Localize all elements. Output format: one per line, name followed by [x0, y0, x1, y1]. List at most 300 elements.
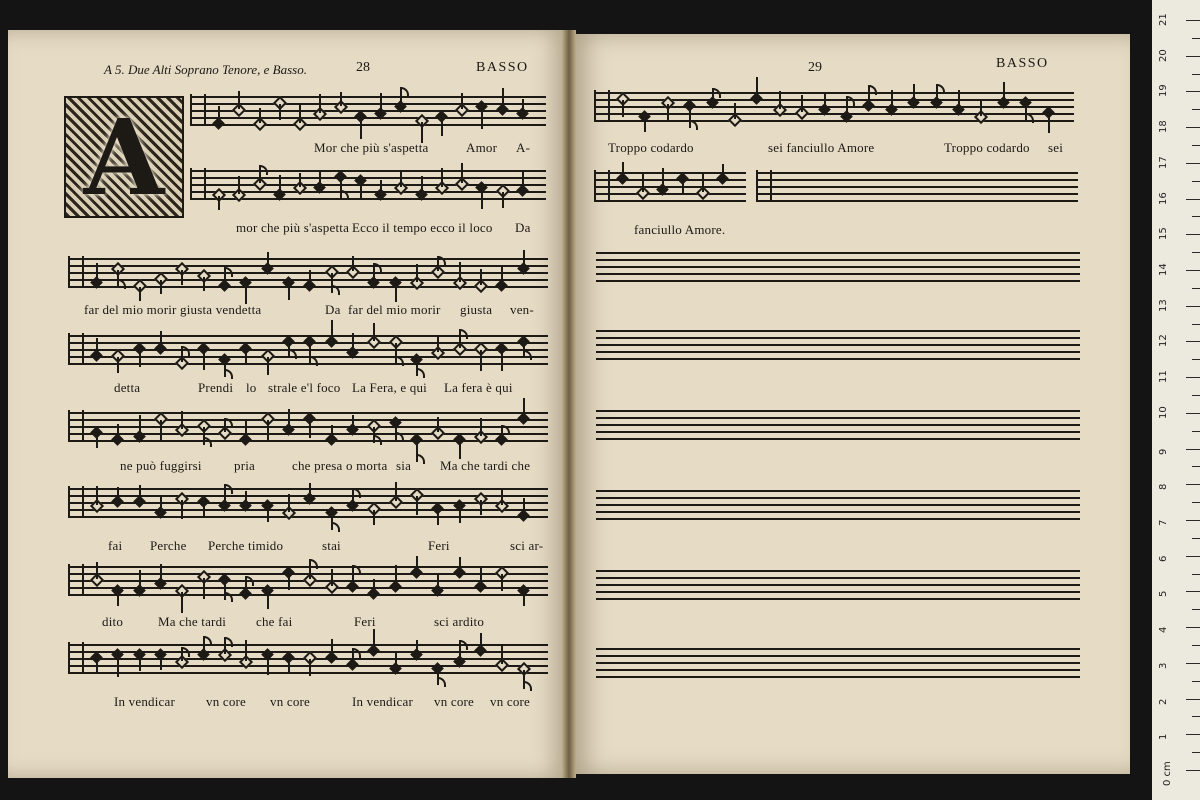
note-flag [847, 96, 855, 106]
left-page-lyric: Mor che più s'aspetta [314, 140, 429, 155]
note-stem [160, 656, 162, 670]
staff-line [758, 172, 1078, 174]
note-stem [288, 284, 290, 300]
note-stem [522, 170, 524, 190]
note-stem [644, 118, 646, 132]
ruler-tick [1186, 770, 1200, 771]
left-staff-system [192, 170, 546, 198]
left-page-lyric: In vendicar [352, 694, 414, 709]
note-stem [96, 338, 98, 355]
note-stem [288, 494, 290, 512]
note-stem [702, 173, 704, 192]
note-flag [524, 350, 532, 360]
ruler-tick [1192, 502, 1200, 503]
left-page-lyric: che fai [256, 614, 293, 629]
note-stem [319, 94, 321, 113]
left-page-lyric: A- [516, 140, 531, 155]
clef-mark [68, 642, 84, 674]
note-stem [380, 93, 382, 113]
ruler-tick [1186, 484, 1200, 485]
staff-line [192, 177, 546, 179]
note-stem [682, 180, 684, 195]
ruler-tick [1192, 181, 1200, 182]
left-page-lyric: far del mio morir [348, 302, 441, 317]
right-staff-blank [758, 172, 1078, 200]
ruler-tick [1186, 591, 1200, 592]
note-stem [160, 420, 162, 441]
left-page-lyric: Da [515, 220, 531, 235]
staff-line [596, 584, 1080, 586]
staff-line [596, 431, 1080, 433]
left-page-lyric: strale e'l foco [268, 380, 341, 395]
note-stem [437, 510, 439, 525]
note-flag [374, 435, 382, 445]
note-stem [481, 108, 483, 129]
staff-line [596, 259, 1080, 261]
note-stem [395, 482, 397, 501]
note-stem [160, 564, 162, 583]
note-stem [667, 104, 669, 121]
note-stem [480, 633, 482, 650]
ruler-tick [1186, 413, 1200, 414]
ruler-number: 8 [1158, 483, 1169, 491]
note-stem [360, 118, 362, 139]
left-page-lyric: sci ar- [510, 538, 544, 553]
note-stem [523, 250, 525, 268]
note-stem [502, 192, 504, 208]
note-stem [267, 420, 269, 441]
ruler-tick [1186, 306, 1200, 307]
note-stem [139, 287, 141, 301]
running-head-voice-left: BASSO [476, 60, 529, 75]
left-page-lyric: che presa o morta [292, 458, 388, 473]
note-stem [400, 170, 402, 187]
note-stem [459, 262, 461, 282]
ruler-tick [1186, 234, 1200, 235]
staff-line [596, 266, 1080, 268]
note-stem [331, 639, 333, 657]
note-stem [779, 91, 781, 109]
ruler-tick [1192, 252, 1200, 253]
right-page-lyric: Troppo codardo [608, 140, 694, 155]
ruler-tick [1192, 38, 1200, 39]
staff-line [192, 184, 546, 186]
left-page-lyric: In vendicar [114, 694, 176, 709]
ruler-number: 9 [1158, 448, 1169, 455]
staff-line [596, 344, 1080, 346]
note-stem [523, 592, 525, 606]
staff-line [596, 351, 1080, 353]
ruler-tick [1192, 681, 1200, 682]
ruler-tick [1186, 199, 1200, 200]
ruler-number: 1 [1158, 733, 1169, 741]
ruler-number: 12 [1158, 334, 1169, 348]
staff-line [70, 644, 548, 646]
left-page-lyric: Feri [428, 538, 450, 553]
note-stem [380, 180, 382, 194]
staff-line [596, 669, 1080, 671]
ruler-unit-label: 0 cm [1162, 761, 1173, 786]
note-stem [96, 562, 98, 579]
left-page-lyric: ne può fuggirsi [120, 458, 202, 473]
staff-line [758, 179, 1078, 181]
left-page-lyric: pria [234, 458, 256, 473]
note-stem [622, 100, 624, 117]
note-stem [416, 264, 418, 282]
clef-mark [68, 486, 84, 518]
ruler-tick [1192, 324, 1200, 325]
note-stem [96, 434, 98, 448]
note-stem [480, 566, 482, 586]
staff-line [70, 509, 548, 511]
note-stem [267, 592, 269, 609]
ruler-number: 18 [1158, 120, 1169, 134]
note-stem [259, 108, 261, 123]
note-stem [416, 640, 418, 654]
running-head-title: A 5. Due Alti Soprano Tenore, e Basso. [104, 62, 307, 77]
note-stem [117, 592, 119, 606]
note-stem [238, 176, 240, 194]
left-page-lyric: fai [108, 538, 123, 553]
note-flag [225, 267, 233, 277]
clef-mark [594, 90, 610, 122]
note-stem [459, 557, 461, 572]
right-staff-blank [596, 330, 1080, 358]
note-stem [501, 490, 503, 505]
note-stem [181, 270, 183, 285]
left-page-lyric: far del mio morir giusta vendetta [84, 302, 262, 317]
note-stem [309, 659, 311, 676]
note-stem [480, 269, 482, 285]
note-stem [459, 507, 461, 523]
note-flag [246, 576, 254, 586]
note-stem [245, 640, 247, 661]
note-flag [182, 647, 190, 657]
note-stem [340, 92, 342, 106]
staff-line [596, 417, 1080, 419]
ruler-tick [1186, 449, 1200, 450]
staff-line [192, 124, 546, 126]
ruler-tick [1186, 270, 1200, 271]
left-page-lyric: lo [246, 380, 257, 395]
note-stem [373, 323, 375, 341]
note-stem [501, 350, 503, 371]
left-page-lyric: La Fera, e qui [352, 380, 427, 395]
right-staff-blank [596, 648, 1080, 676]
staff-line [596, 358, 1080, 360]
note-stem [480, 418, 482, 436]
ruler-tick [1192, 716, 1200, 717]
ruler-number: 15 [1158, 227, 1169, 241]
ruler-tick [1186, 520, 1200, 521]
note-stem [181, 411, 183, 429]
staff-line [70, 265, 548, 267]
ruler-tick [1186, 627, 1200, 628]
staff-line [596, 497, 1080, 499]
decorated-initial-letter [64, 96, 184, 218]
left-page-lyric: sci ardito [434, 614, 485, 629]
note-stem [501, 265, 503, 285]
ruler-tick [1192, 752, 1200, 753]
ruler-number: 13 [1158, 298, 1169, 312]
staff-line [758, 200, 1078, 202]
note-stem [288, 574, 290, 590]
right-staff-system [596, 92, 1074, 120]
note-stem [622, 162, 624, 178]
ruler-number: 11 [1158, 370, 1169, 384]
note-stem [160, 331, 162, 348]
note-stem [267, 252, 269, 268]
note-stem [360, 182, 362, 198]
note-stem [1048, 114, 1050, 133]
staff-line [596, 511, 1080, 513]
note-stem [416, 556, 418, 572]
ruler-number: 14 [1158, 263, 1169, 276]
note-stem [662, 168, 664, 189]
left-staff-system [70, 258, 548, 286]
note-stem [501, 574, 503, 591]
ruler-tick [1192, 109, 1200, 110]
note-stem [501, 646, 503, 664]
note-stem [395, 565, 397, 586]
note-stem [481, 189, 483, 209]
note-stem [824, 92, 826, 109]
ruler-tick [1192, 574, 1200, 575]
note-stem [139, 656, 141, 671]
page-number-left: 28 [356, 60, 370, 75]
right-staff-system [596, 172, 746, 200]
left-page-lyric: detta [114, 380, 141, 395]
note-stem [502, 88, 504, 109]
ruler-tick [1186, 734, 1200, 735]
note-stem [913, 84, 915, 102]
note-stem [395, 652, 397, 668]
note-stem [352, 333, 354, 352]
right-staff-blank [596, 252, 1080, 280]
note-stem [245, 284, 247, 304]
staff-line [70, 516, 548, 518]
note-stem [319, 170, 321, 187]
left-page-lyric: vn core [490, 694, 531, 709]
clef-mark [68, 410, 84, 442]
ruler-number: 7 [1158, 519, 1169, 526]
ruler-number: 21 [1158, 13, 1169, 26]
staff-line [596, 598, 1080, 600]
staff-line [192, 103, 546, 105]
ruler-number: 19 [1158, 84, 1169, 98]
note-stem [139, 485, 141, 501]
note-flag [353, 648, 361, 658]
note-stem [218, 106, 220, 123]
note-stem [267, 357, 269, 375]
note-flag [204, 437, 212, 447]
note-stem [441, 118, 443, 136]
left-page-lyric: dito [102, 614, 124, 629]
running-head-voice-right: BASSO [996, 56, 1049, 71]
note-stem [373, 510, 375, 525]
note-stem [461, 163, 463, 183]
ruler-tick [1192, 538, 1200, 539]
note-stem [722, 164, 724, 178]
right-staff-blank [596, 570, 1080, 598]
ruler-tick [1186, 163, 1200, 164]
note-flag [182, 346, 190, 356]
note-stem [437, 575, 439, 590]
note-stem [96, 659, 98, 673]
staff-line [192, 170, 546, 172]
staff-line [596, 438, 1080, 440]
book-gutter [562, 30, 576, 778]
ruler-tick [1186, 127, 1200, 128]
ruler-tick [1192, 645, 1200, 646]
staff-line [596, 591, 1080, 593]
left-page-lyric: ven- [510, 302, 534, 317]
ruler-tick [1192, 431, 1200, 432]
note-stem [891, 90, 893, 109]
ruler-number: 2 [1158, 698, 1169, 705]
ruler-tick [1186, 20, 1200, 21]
staff-line [596, 648, 1080, 650]
left-page-lyric: giusta [460, 302, 493, 317]
note-stem [218, 196, 220, 210]
left-staff-system [70, 566, 548, 594]
note-stem [734, 103, 736, 119]
note-stem [373, 579, 375, 593]
staff-line [596, 193, 746, 195]
note-stem [279, 175, 281, 194]
left-staff-system [70, 412, 548, 440]
clef-mark [68, 564, 84, 596]
left-page-lyric: sia [396, 458, 412, 473]
staff-line [192, 198, 546, 200]
right-page-lyric: sei [1048, 140, 1064, 155]
right-page-lyric: fanciullo Amore. [634, 222, 726, 237]
note-stem [756, 77, 758, 98]
staff-line [596, 280, 1080, 282]
staff-line [596, 337, 1080, 339]
initial-letter-glyph: A [83, 95, 165, 219]
note-stem [523, 498, 525, 515]
note-stem [373, 629, 375, 650]
ruler-tick [1192, 395, 1200, 396]
note-stem [288, 409, 290, 429]
note-stem [96, 486, 98, 505]
page-number-right: 29 [808, 60, 822, 75]
ruler-number: 17 [1158, 156, 1169, 169]
note-stem [352, 256, 354, 271]
ruler-tick [1186, 56, 1200, 57]
note-stem [331, 569, 333, 586]
note-stem [96, 263, 98, 282]
note-flag [374, 263, 382, 273]
note-stem [441, 168, 443, 187]
note-stem [980, 101, 982, 116]
staff-line [596, 424, 1080, 426]
staff-line [596, 570, 1080, 572]
left-page-lyric: Amor [466, 140, 498, 155]
note-stem [181, 592, 183, 613]
left-page-lyric: Ma che tardi che [440, 458, 531, 473]
staff-line [70, 258, 548, 260]
note-stem [437, 337, 439, 352]
ruler-tick [1192, 216, 1200, 217]
ruler-tick [1192, 609, 1200, 610]
ruler-number: 5 [1158, 591, 1169, 598]
staff-line [192, 191, 546, 193]
note-stem [523, 398, 525, 418]
note-stem [245, 491, 247, 505]
staff-line [596, 200, 746, 202]
ruler-tick [1186, 663, 1200, 664]
left-page-lyric: vn core [206, 694, 247, 709]
note-stem [279, 104, 281, 120]
note-stem [203, 578, 205, 599]
note-stem [181, 500, 183, 519]
note-stem [331, 320, 333, 341]
right-staff-blank [596, 410, 1080, 438]
note-stem [522, 99, 524, 113]
note-stem [331, 425, 333, 439]
right-staff-blank [596, 490, 1080, 518]
staff-line [596, 518, 1080, 520]
note-stem [480, 350, 482, 371]
ruler-tick [1192, 359, 1200, 360]
left-page-lyric: vn core [434, 694, 475, 709]
note-stem [642, 174, 644, 192]
ruler-tick [1186, 341, 1200, 342]
note-stem [288, 659, 290, 674]
note-stem [299, 103, 301, 123]
note-stem [299, 173, 301, 187]
note-stem [238, 91, 240, 109]
left-page-lyric: Da [325, 302, 341, 317]
note-stem [437, 417, 439, 432]
note-stem [139, 415, 141, 436]
left-staff-system [70, 335, 548, 363]
staff-line [596, 273, 1080, 275]
left-page-lyric: Prendi [198, 380, 234, 395]
measurement-ruler [1152, 0, 1200, 800]
staff-line [596, 410, 1080, 412]
clef-mark [68, 256, 84, 288]
ruler-number: 4 [1158, 626, 1169, 634]
clef-mark [756, 170, 772, 202]
note-stem [203, 350, 205, 370]
note-stem [203, 277, 205, 291]
ruler-tick [1192, 466, 1200, 467]
note-stem [117, 424, 119, 439]
ruler-tick [1192, 74, 1200, 75]
staff-line [596, 676, 1080, 678]
note-stem [416, 496, 418, 515]
note-stem [203, 503, 205, 518]
clef-mark [190, 168, 206, 200]
ruler-tick [1186, 377, 1200, 378]
left-page-lyric: vn core [270, 694, 311, 709]
staff-line [596, 186, 746, 188]
staff-line [758, 193, 1078, 195]
ruler-number: 10 [1158, 406, 1169, 419]
staff-line [596, 577, 1080, 579]
note-stem [160, 496, 162, 512]
staff-line [596, 330, 1080, 332]
staff-line [596, 252, 1080, 254]
staff-line [596, 655, 1080, 657]
note-stem [267, 656, 269, 675]
note-stem [395, 284, 397, 302]
ruler-tick [1192, 145, 1200, 146]
staff-line [758, 186, 1078, 188]
